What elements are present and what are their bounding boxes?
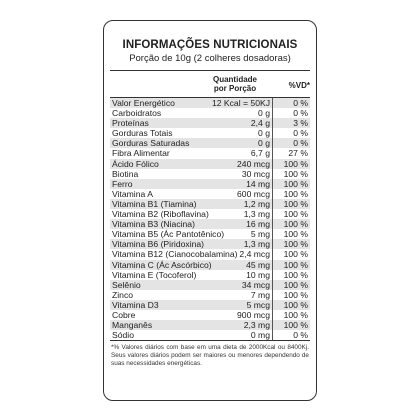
column-separator [272,239,273,249]
table-row [110,138,310,148]
nutrient-vd: 100 % [283,249,308,260]
nutrient-amount: 240 mcg [237,158,270,169]
table-row [110,199,310,209]
table-row [110,320,310,330]
column-separator [272,138,273,148]
nutrient-vd: 100 % [283,269,308,280]
nutrient-amount: 0 g [258,108,270,119]
nutrient-amount: 5 mcg [246,299,270,310]
nutrient-amount: 1,3 mg [243,239,270,250]
nutrient-name: Vitamina B3 (Niacina) [112,219,195,230]
table-row [110,128,310,138]
table-row [110,209,310,219]
column-separator [272,159,273,169]
nutrient-amount: 2,3 mg [243,320,270,331]
nutrient-name: Vitamina A [112,188,153,199]
nutrient-name: Vitamina B2 (Riboflavina) [112,209,209,220]
footnote: *% Valores diários com base em uma dieta de 2000Kcal ou 8400Kj. Seus valores diários podem ser maiores ou menores dependendo de suas necessidades energéticas. [111,344,309,368]
table-row [110,229,310,239]
nutrient-amount: 2,4 mcg [239,249,270,260]
nutrient-name: Manganês [112,320,153,331]
table-row [110,108,310,118]
table-bottom-divider [110,340,310,341]
quantity-header-line2: por Porção [213,84,257,93]
nutrient-name: Valor Energético [112,98,175,108]
nutrient-vd: 100 % [283,219,308,230]
table-row [110,148,310,158]
label-title: INFORMAÇÕES NUTRICIONAIS [122,39,298,51]
column-separator [272,128,273,138]
nutrient-vd: 3 % [293,118,308,129]
table-row [110,189,310,199]
table-row [110,280,310,290]
nutrient-name: Vitamina B5 (Ác Pantotênico) [112,229,225,240]
serving-size: Porção de 10g (2 colheres dosadoras) [129,53,291,64]
table-row [110,179,310,189]
nutrient-name: Gorduras Totais [112,128,173,139]
nutrient-vd: 27 % [288,148,308,159]
nutrient-vd: 100 % [283,259,308,270]
nutrient-name: Vitamina B12 (Cianocobalamina) [112,249,238,260]
column-separator [272,219,273,229]
nutrient-amount: 5 mg [250,229,270,240]
nutrient-vd: 0 % [293,98,308,108]
table-row [110,219,310,229]
nutrient-name: Fibra Alimentar [112,148,170,159]
nutrient-name: Vitamina D3 [112,299,159,310]
column-separator [272,229,273,239]
nutrient-vd: 0 % [293,108,308,119]
table-row [110,310,310,320]
table-row [110,118,310,128]
column-separator [272,209,273,219]
nutrient-vd: 100 % [283,168,308,179]
nutrient-amount: 2,4 g [250,118,270,129]
table-row [110,239,310,249]
quantity-header-line1: Quantidade [212,75,257,84]
nutrient-name: Sódio [112,330,134,341]
table-row [110,300,310,310]
nutrient-amount: 0 mg [250,330,270,341]
table-row [110,270,310,280]
nutrient-amount: 1,3 mg [243,209,270,220]
nutrient-name: Zinco [112,289,134,300]
vd-header: %VD* [288,81,310,90]
table-row [110,260,310,270]
nutrient-amount: 30 mcg [241,168,270,179]
column-headers [110,71,310,97]
nutrient-vd: 0 % [293,128,308,139]
nutrient-name: Vitamina B1 (Tiamina) [112,198,197,209]
column-separator [272,290,273,300]
nutrient-vd: 0 % [293,330,308,341]
nutrient-amount: 600 mcg [237,188,270,199]
nutrient-vd: 100 % [283,239,308,250]
nutrient-amount: 900 mcg [237,309,270,320]
nutrient-vd: 100 % [283,198,308,209]
nutrient-name: Cobre [112,309,136,320]
table-row [110,330,310,340]
nutrient-vd: 100 % [283,309,308,320]
nutrient-name: Vitamina B6 (Piridoxina) [112,239,205,250]
column-separator [272,98,273,108]
nutrient-amount: 1,2 mg [243,198,270,209]
table-row [110,290,310,300]
column-separator [272,179,273,189]
nutrient-vd: 100 % [283,279,308,290]
column-separator [272,199,273,209]
nutrient-amount: 6,7 g [250,148,270,159]
nutrient-amount: 12 Kcal = 50KJ [211,98,270,108]
nutrient-table [110,97,310,340]
table-row [110,249,310,259]
nutrient-amount: 0 g [258,138,270,149]
nutrient-name: Ácido Fólico [112,158,159,169]
nutrient-amount: 0 g [258,128,270,139]
column-separator [272,280,273,290]
nutrient-amount: 45 mg [246,259,270,270]
table-row [110,169,310,179]
nutrient-vd: 100 % [283,158,308,169]
column-separator [272,249,273,259]
nutrient-name: Vitamina E (Tocoferol) [112,269,197,280]
nutrient-name: Carboidratos [112,108,162,119]
column-separator [272,260,273,270]
column-separator [272,330,273,340]
nutrient-name: Gorduras Saturadas [112,138,190,149]
nutrient-vd: 100 % [283,188,308,199]
nutrient-vd: 100 % [283,229,308,240]
nutrient-vd: 100 % [283,209,308,220]
nutrient-vd: 100 % [283,289,308,300]
nutrient-name: Ferro [112,178,133,189]
column-separator [272,310,273,320]
nutrient-amount: 16 mg [246,219,270,230]
column-separator [272,108,273,118]
column-separator [272,300,273,310]
nutrient-vd: 0 % [293,138,308,149]
nutrient-amount: 7 mg [250,289,270,300]
column-separator [272,148,273,158]
nutrient-name: Proteínas [112,118,149,129]
column-separator [272,270,273,280]
nutrient-amount: 14 mg [246,178,270,189]
nutrient-vd: 100 % [283,320,308,331]
table-row [110,98,310,108]
column-separator [272,118,273,128]
column-separator [272,189,273,199]
column-separator [272,169,273,179]
nutrient-name: Vitamina C (Ác Ascórbico) [112,259,212,270]
nutrition-facts-label [103,20,317,401]
column-separator [272,320,273,330]
nutrient-vd: 100 % [283,299,308,310]
nutrient-name: Biotina [112,168,139,179]
nutrient-vd: 100 % [283,178,308,189]
quantity-header [200,75,270,93]
nutrient-amount: 10 mg [246,269,270,280]
nutrient-amount: 34 mcg [241,279,270,290]
nutrient-name: Selênio [112,279,141,290]
table-row [110,159,310,169]
